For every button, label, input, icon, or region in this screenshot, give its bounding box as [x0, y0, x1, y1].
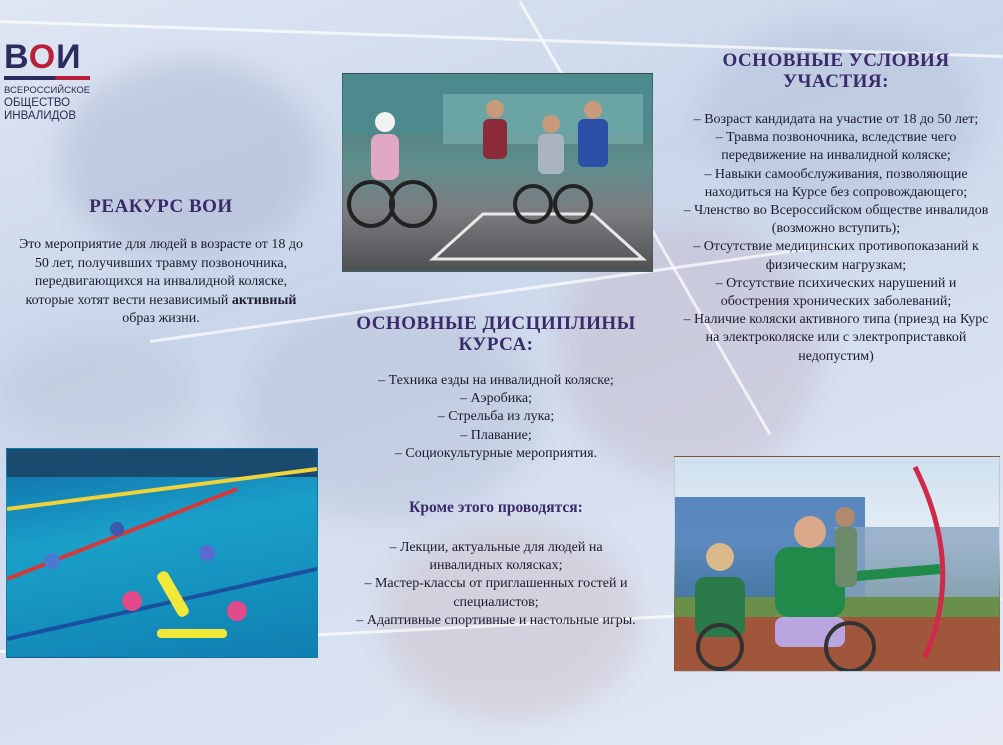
- list-item: – Техника езды на инвалидной коляске;: [378, 373, 614, 388]
- list-item: – Стрельба из лука;: [437, 409, 555, 425]
- conditions-title: ОСНОВНЫЕ УСЛОВИЯ УЧАСТИЯ:: [722, 50, 950, 92]
- intro-text: Это мероприятие для людей в возрасте от 18 до 50 лет, получивших травму позвоночника, передвигающихся на инвалидной коляске, которые хотят вести независимый активный образ жизни.: [18, 237, 304, 326]
- extra-activities-list: [356, 539, 636, 630]
- list-item: – Адаптивные спортивные и настольные игры.: [356, 612, 636, 628]
- list-item: – Плавание;: [460, 427, 532, 443]
- wheelchair-training-illustration: [343, 74, 652, 271]
- list-item: – Социокультурные мероприятия.: [394, 445, 598, 461]
- extra-activities-title: Кроме этого проводятся:: [409, 499, 583, 516]
- archery-illustration: [675, 457, 999, 671]
- list-item: – Отсутствие психических нарушений и обострения хронических заболеваний;: [715, 275, 957, 310]
- logo-text: ВСЕРОССИЙСКОЕ ОБЩЕСТВО ИНВАЛИДОВ: [4, 85, 91, 122]
- list-item: – Отсутствие медицинских противопоказаний к физическим нагрузкам;: [693, 239, 979, 273]
- logo: [4, 40, 114, 123]
- conditions-list: [683, 111, 989, 366]
- swimming-pool-photo: [6, 448, 318, 658]
- list-item: – Мастер-классы от приглашенных гостей и специалистов;: [364, 576, 628, 610]
- list-item: – Навыки самообслуживания, позволяющие находиться на Курсе без сопровождающего;: [704, 166, 968, 200]
- list-item: – Травма позвоночника, вследствие чего передвижение на инвалидной коляске;: [715, 130, 957, 164]
- list-item: – Лекции, актуальные для людей на инвалидных колясках;: [389, 540, 603, 574]
- intro-title: РЕАКУРС ВОИ: [89, 196, 233, 217]
- list-item: – Возраст кандидата на участие от 18 до 50 лет;: [693, 112, 979, 127]
- wheelchair-training-photo: [342, 73, 653, 272]
- disciplines-title: ОСНОВНЫЕ ДИСЦИПЛИНЫ КУРСА:: [356, 313, 636, 355]
- list-item: – Членство во Всероссийском обществе инвалидов (возможно вступить);: [683, 203, 989, 237]
- list-item: – Аэробика;: [460, 391, 532, 407]
- intro-text-bold: активный: [231, 292, 297, 308]
- list-item: – Наличие коляски активного типа (приезд на Курс на электроколяске или с электроприставкой недопустим): [683, 312, 989, 364]
- disciplines-list: [356, 372, 636, 463]
- archery-photo: [674, 456, 1000, 672]
- swimming-pool-illustration: [7, 449, 317, 657]
- logo-bar: [4, 76, 90, 80]
- logo-mark: ВОИ: [4, 38, 82, 76]
